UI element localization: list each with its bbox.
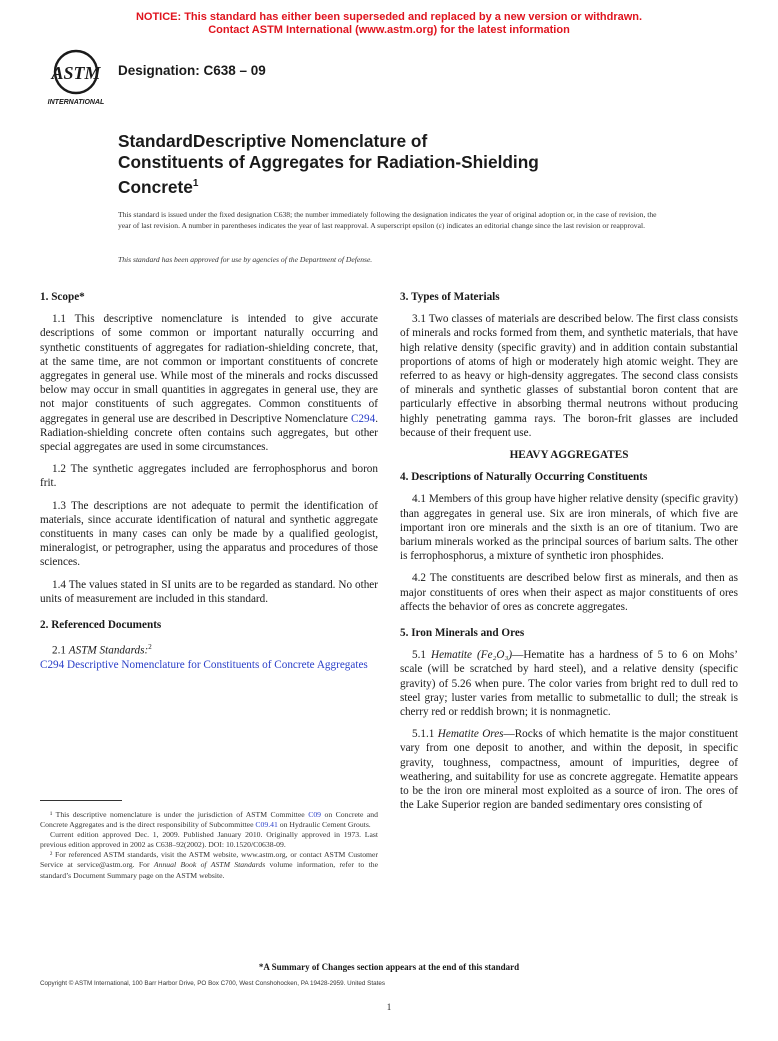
referenced-documents-heading: 2. Referenced Documents (40, 619, 162, 632)
paragraph-2-1-number: 2.1 (52, 645, 69, 657)
notice-line-2: Contact ASTM International (www.astm.org) for the latest information (208, 24, 570, 36)
title-footnote-mark: 1 (192, 178, 199, 189)
footnote-2-text-end: volume information, refer to the standard’s Document Summary page on the ASTM website. (40, 860, 378, 880)
astm-logo (40, 48, 112, 108)
footnote-2 (40, 850, 378, 880)
paragraph-5-1-number: 5.1 (412, 649, 431, 662)
paragraph-3-1: 3.1 Two classes of materials are described below. The first class consists of minerals and rocks formed from them, and synthetic materials, that have high relative density (specific gravity) and in addition contain substantial proportions of atoms of high or moderately high atomic weight. They are referred to as heavy or high-density aggregates. The second class consists of minerals and synthetic glasses of substantial boron content that are particularly effective in absorbing thermal neutrons without producing highly penetrating gamma rays. The boron-frit glasses are included because of their frequent use. (400, 313, 738, 439)
withdrawal-notice (0, 11, 778, 37)
copyright-line: Copyright © ASTM International, 100 Barr Harbor Drive, PO Box C700, West Conshohocken, PA 19428-2959. United States (40, 980, 385, 987)
summary-of-changes-note: *A Summary of Changes section appears at the end of this standard (258, 962, 520, 972)
paragraph-1-3: 1.3 The descriptions are not adequate to permit the identification of materials, since accurate identification of natural and synthetic aggregate constituents in many cases can only be made by a qualified geologist, mineralogist, or petrographer, using the apparatus and procedures of those sciences. (40, 499, 378, 569)
descriptions-heading: 4. Descriptions of Naturally Occurring Constituents (400, 471, 648, 484)
committee-c09-link[interactable]: C09 (308, 810, 322, 819)
footnote-1-text: ¹ This descriptive nomenclature is under the jurisdiction of ASTM Committee (50, 810, 309, 819)
paragraph-5-1-1-text: —Rocks of which hematite is the major constituent vary from one deposit to another, and within the deposit, in specific gravity, toughness, compactness, amount of impurities, degree of weathering, and suitability for use as concrete aggregate. Hematite appears to be the iron ore mineral most exploited as a source of iron. The ores of the Lake Superior region are banded sedimentary ores consisting of (400, 728, 738, 812)
paragraph-1-1-text-end: . Radiation-shielding concrete often contains such aggregates, but other special aggregates are used in some circumstances. (40, 412, 378, 454)
page-number: 1 (386, 1002, 392, 1012)
footnote-2-text: ² For referenced ASTM standards, visit the ASTM website, www.astm.org, or contact ASTM Customer Service at service@astm.org. For (40, 850, 378, 870)
logo-mark: ASTM (51, 63, 101, 83)
title-line-2: Constituents of Aggregates for Radiation-Shielding (118, 152, 539, 172)
reference-title[interactable]: Descriptive Nomenclature for Constituents of Concrete Aggregates (64, 659, 368, 672)
scope-heading: 1. Scope* (40, 291, 85, 303)
annual-book-title: Annual Book of ASTM Standards (153, 860, 266, 870)
paragraph-1-1-text: 1.1 This descriptive nomenclature is intended to give accurate descriptions of some common or important naturally occurring and synthetic constituents of aggregates for radiation-shielding concrete, that, at the same time, are not common or important constituents of concrete aggregates in general use. While most of the minerals and rocks discussed below may occur in small quantities in aggregates in general use, they are not major constituents of such aggregates. Common constituents of aggregates in general use are described in Descriptive Nomenclature (40, 313, 378, 425)
footnote-2-mark: 2 (148, 643, 152, 652)
footnote-1 (40, 810, 378, 830)
reference-c294[interactable] (40, 658, 378, 672)
paragraph-1-4: 1.4 The values stated in SI units are to be regarded as standard. No other units of measurement are included in this standard. (40, 578, 378, 605)
document-title (118, 131, 678, 198)
heavy-aggregates-heading: HEAVY AGGREGATES (509, 449, 629, 462)
footnote-1-text-end: on Hydraulic Cement Grouts. (277, 820, 371, 830)
footnote-1-text-middle: on Concrete and Concrete Aggregates and is the direct responsibility of Subcommittee (40, 810, 378, 830)
footnotes (40, 810, 378, 881)
paragraph-5-1-1-number: 5.1.1 (412, 728, 438, 741)
paragraph-5-1-1 (400, 727, 738, 812)
footnote-divider (40, 800, 122, 801)
notice-line-1: NOTICE: This standard has either been superseded and replaced by a new version or withdrawn. (135, 11, 643, 23)
paragraph-4-1: 4.1 Members of this group have higher relative density (specific gravity) than aggregates in general use. Six are iron minerals, of which five are important iron ore minerals and the sixth is an ore of titanium. Two are barium minerals worked as the principal sources of barium salts. The other is ferrophosphorus, a mixture of synthetic iron phosphides. (400, 493, 738, 563)
paragraph-4-2: 4.2 The constituents are described below first as minerals, and then as major constituents of ores when their aspect as major constituents of ores affects the behavior of ores as concrete aggregates. (400, 572, 738, 613)
iron-minerals-heading: 5. Iron Minerals and Ores (400, 627, 525, 640)
title-line-1: StandardDescriptive Nomenclature of (118, 131, 428, 151)
issuance-statement: This standard is issued under the fixed designation C638; the number immediately following the designation indicates the year of original adoption or, in the case of revision, the year of last revision. A number in parentheses indicates the year of last reapproval. A superscript epsilon (ε) indicates an editorial change since the last revision or reapproval. (118, 210, 657, 230)
title-line-3: Concrete (118, 176, 193, 197)
paragraph-2-1 (52, 640, 378, 658)
paragraph-1-2: 1.2 The synthetic aggregates included are ferrophosphorus and boron frit. (40, 463, 378, 490)
astm-standards-label: ASTM Standards: (68, 645, 149, 657)
footnote-edition: Current edition approved Dec. 1, 2009. Published January 2010. Originally approved in 1973. Last previous edition approved in 2002 as C638–92(2002). DOI: 10.1520/C0638-09. (40, 830, 378, 850)
hematite-term: Hematite (Fe₂O₃) (431, 649, 513, 662)
paragraph-5-1 (400, 648, 738, 719)
c294-link[interactable]: C294 (350, 412, 376, 425)
logo-text: INTERNATIONAL (47, 99, 105, 106)
subcommittee-c0941-link[interactable]: C09.41 (255, 820, 278, 830)
designation: Designation: C638 – 09 (118, 63, 266, 78)
dod-approval-statement: This standard has been approved for use by agencies of the Department of Defense. (118, 255, 373, 264)
hematite-ores-term: Hematite Ores (437, 728, 504, 741)
paragraph-5-1-text: —Hematite has a hardness of 5 to 6 on Mohs’ scale (will be scratched by hard steel), and a relative density (specific gravity) of 5.26 when pure. The color varies from bright red to dull red to steel gray; luster varies from metallic to submetallic to dull; the streak is cherry red or reddish brown; it is nonmagnetic. (400, 649, 739, 719)
right-column (400, 290, 738, 821)
left-column (40, 290, 378, 672)
reference-code[interactable]: C294 (40, 659, 65, 672)
paragraph-1-1 (40, 312, 378, 454)
types-heading: 3. Types of Materials (400, 291, 500, 303)
